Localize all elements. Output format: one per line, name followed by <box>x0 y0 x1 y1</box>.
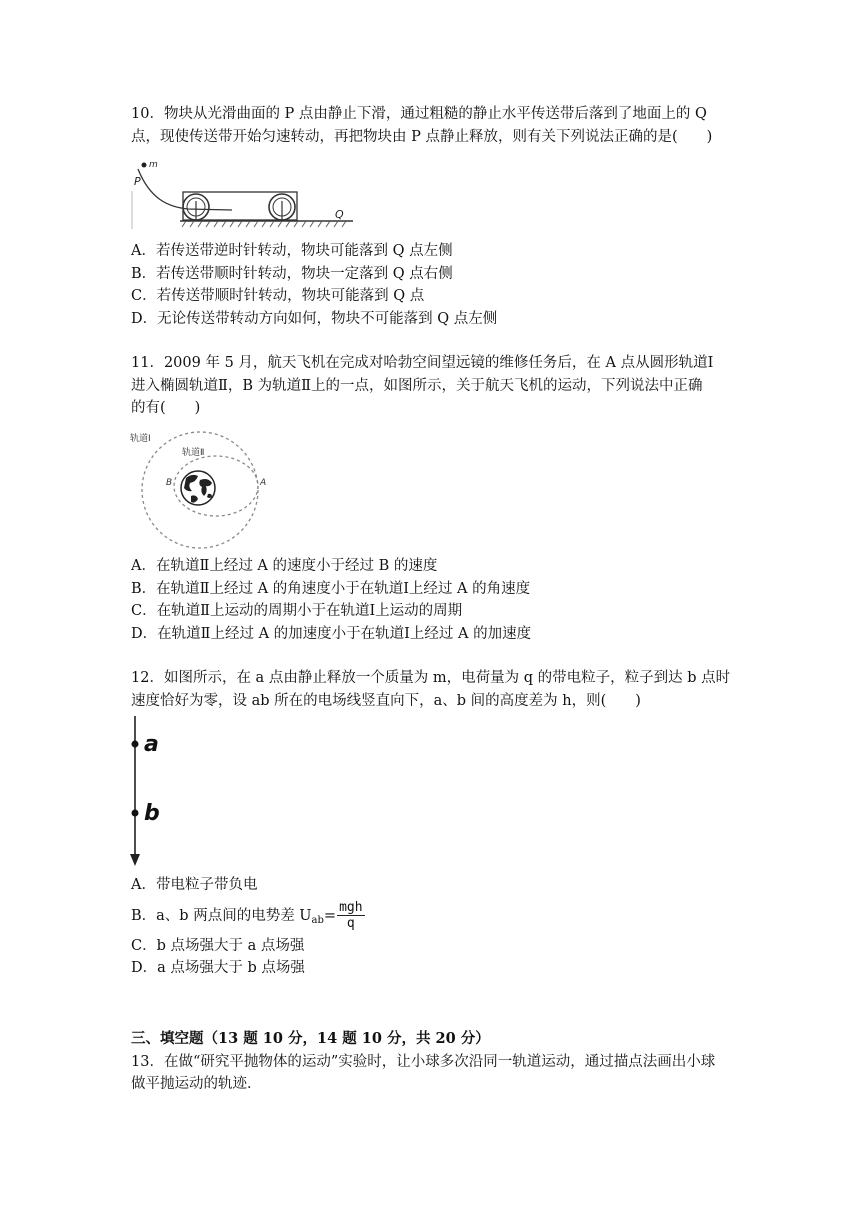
label-point-b: b <box>144 801 160 826</box>
equals-sign: = <box>323 907 337 924</box>
label-q: Q <box>335 208 344 221</box>
label-point-a: A <box>260 478 267 488</box>
q11-options <box>131 555 731 645</box>
q10-option-c: C．若传送带顺时针转动，物块可能落到 Q 点 <box>131 288 425 304</box>
section-3 <box>131 1028 731 1096</box>
q10-option-a: A．若传送带逆时针转动，物块可能落到 Q 点左侧 <box>131 243 453 259</box>
label-point-b: B <box>166 478 173 488</box>
q11-option-d: D．在轨道Ⅱ上经过 A 的加速度小于在轨道Ⅰ上经过 A 的加速度 <box>131 625 532 642</box>
section-3-title: 三、填空题（13 题 10 分，14 题 10 分，共 20 分） <box>131 1030 490 1047</box>
question-10 <box>131 103 731 148</box>
fraction-denominator: q <box>346 916 355 931</box>
q12-option-a: A．带电粒子带负电 <box>131 877 258 893</box>
q11-option-c: C．在轨道Ⅱ上运动的周期小于在轨道Ⅰ上运动的周期 <box>131 603 463 619</box>
conveyor-belt-figure <box>128 157 358 237</box>
label-orbit-2: 轨道Ⅱ <box>182 448 205 458</box>
q12-option-b <box>131 899 731 934</box>
q12-option-c: C．b 点场强大于 a 点场强 <box>131 937 305 954</box>
q12-option-d: D．a 点场强大于 b 点场强 <box>131 960 305 976</box>
earth-icon <box>181 471 215 505</box>
q13-stem-line-1: 13．在做“研究平抛物体的运动”实验时，让小球多次沿同一轨道运动，通过描点法画出小球 <box>131 1053 716 1070</box>
label-m: m <box>149 160 158 170</box>
question-11 <box>131 352 731 420</box>
q13-stem-line-2: 做平抛运动的轨迹． <box>131 1076 262 1092</box>
q10-stem-line-2: 点，现使传送带开始匀速转动，再把物块由 P 点静止释放，则有关下列说法正确的是( ) <box>131 128 713 145</box>
potential-subscript: ab <box>311 914 324 926</box>
question-12 <box>131 667 731 712</box>
q12-stem-line-2: 速度恰好为零，设 ab 所在的电场线竖直向下，a、b 间的高度差为 h，则( ) <box>131 692 641 709</box>
label-p: P <box>134 175 141 188</box>
q10-stem-line-1: 10．物块从光滑曲面的 P 点由静止下滑，通过粗糙的静止水平传送带后落到了地面上的 Q <box>131 106 707 122</box>
label-point-a: a <box>144 732 159 757</box>
option-b-text: B．a、b 两点间的电势差 U <box>131 907 312 924</box>
q11-stem-line-2: 进入椭圆轨道Ⅱ，B 为轨道Ⅱ上的一点，如图所示，关于航天飞机的运动，下列说法中正确 <box>131 377 703 394</box>
q12-options <box>131 874 731 980</box>
electric-field-line-figure <box>126 714 176 870</box>
q12-stem-line-1: 12．如图所示，在 a 点由静止释放一个质量为 m，电荷量为 q 的带电粒子，粒子到达 b 点时 <box>131 670 731 686</box>
q10-options <box>131 240 731 330</box>
orbit-figure <box>128 426 278 550</box>
q11-stem-line-3: 的有( ) <box>131 400 201 416</box>
q10-option-b: B．若传送带顺时针转动，物块一定落到 Q 点右侧 <box>131 265 453 282</box>
fraction-numerator: mgh <box>339 900 363 915</box>
q11-stem-line-1: 11．2009 年 5 月，航天飞机在完成对哈勃空间望远镜的维修任务后，在 A 点从圆形轨道Ⅰ <box>131 355 714 371</box>
q11-option-b: B．在轨道Ⅱ上经过 A 的角速度小于在轨道Ⅰ上经过 A 的角速度 <box>131 580 531 597</box>
q10-option-d: D．无论传送带转动方向如何，物块不可能落到 Q 点左侧 <box>131 310 498 327</box>
q11-option-a: A．在轨道Ⅱ上经过 A 的速度小于经过 B 的速度 <box>131 558 438 574</box>
label-orbit-1: 轨道Ⅰ <box>130 434 151 444</box>
fraction-mgh-over-q <box>337 900 364 931</box>
